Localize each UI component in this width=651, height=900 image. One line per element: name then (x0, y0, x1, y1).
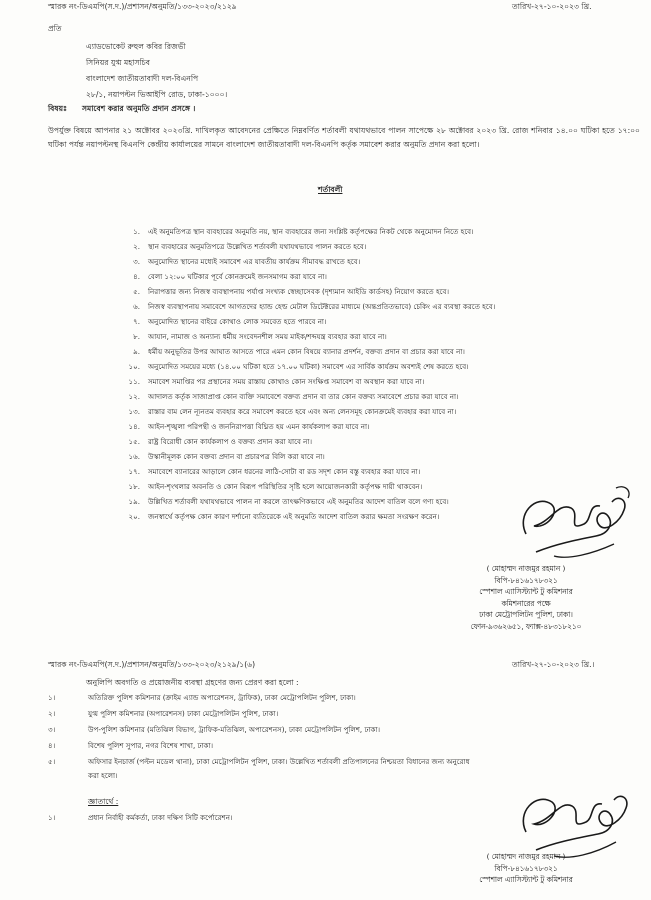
info-number: ১। (48, 813, 56, 822)
condition-text: নিজস্ব ব্যবস্থাপনায় সমাবেশে আগতদের হ্যান্ড হেল্ড মেটাল ডিটেক্টরের মাধ্যমে (অন্তপ্রতিতভাবে) চেকিং এর ব্যবস্থা করতে হবে। (148, 302, 496, 311)
handwritten-signature (496, 474, 646, 569)
condition-number: ৬. (133, 302, 140, 311)
condition-text: অনুমোদিত স্থানের বাইরে কোথাও লোক সমবেত হতে পারবে না। (148, 317, 327, 326)
distribution-item (48, 757, 638, 767)
condition-number: ১৬. (128, 452, 140, 461)
condition-text: ধর্মীয় অনুভূতির উপর আঘাত আসতে পারে এমন কোন বিষয়ে ব্যানার প্রদর্শন, বক্তব্য প্রদান বা প্রচার করা যাবে না। (148, 347, 465, 356)
condition-text: সমাবেশ সমাপ্তির পর প্রস্থানের সময় রাস্তায় কোথাও কোন সংক্ষিপ্ত সমাবেশ বা অবস্থান করা যাবে না। (148, 377, 425, 386)
condition-number: ১১. (128, 377, 140, 386)
condition-item (118, 317, 638, 327)
condition-number: ১০. (128, 362, 140, 371)
condition-item (118, 287, 638, 297)
subject-text: সমাবেশ করার অনুমতি প্রদান প্রসঙ্গে । (82, 104, 196, 113)
condition-text: অনুমোদিত সময়ের মধ্যে (১৪.০০ ঘটিকা হতে ১৭.০০ ঘটিকা) সমাবেশ এর সার্বিক কার্যক্রম অবশ্যই শেষ করতে হবে। (148, 362, 469, 371)
condition-number: ১৯. (128, 497, 140, 506)
signatory-title: স্পেশাল এ্যাসিস্ট্যান্ট টু কমিশনার (479, 587, 573, 596)
condition-number: ৩. (133, 257, 140, 266)
memo-number: স্মারক নং-ডিএমপি(স.দ.)/প্রশাসন/অনুমতি/১৩৩-২০২৩/২১২৯ (48, 2, 237, 11)
signature-block-1 (438, 563, 614, 632)
copy-memo-date: তারিখ-২৭-১০-২০২৩ খ্রি.। (512, 660, 595, 669)
distribution-number: ৫। (48, 757, 56, 766)
condition-item (118, 422, 638, 432)
distribution-text: বিশেষ পুলিশ সুপার, নগর বিশেষ শাখা, ঢাকা। (88, 741, 214, 750)
conditions-heading: শর্তাবলী (318, 185, 343, 194)
distribution-item (48, 741, 638, 751)
condition-number: ১৩. (128, 407, 140, 416)
distribution-number: ৪। (48, 741, 56, 750)
signatory-title: স্পেশাল এ্যাসিস্ট্যান্ট টু কমিশনার (479, 875, 573, 884)
recipient-line-1: এ্যাডভোকেট রুহুল কবির রিজভী (86, 42, 186, 51)
condition-text: রাষ্ট্র বিরোধী কোন কার্যকলাপ ও বক্তব্য প্রদান করা যাবে না। (148, 437, 312, 446)
distribution-text: অফিসার ইনচার্জ (পল্টন মডেল থানা), ঢাকা মেট্রোপলিটন পুলিশ, ঢাকা। উল্লেখিত শর্তাবলী প্রতিপালনের নিশ্চয়তা বিধানের জন্য অনুরোধ (88, 757, 470, 766)
info-text: প্রধান নির্বাহী কর্মকর্তা, ঢাকা দক্ষিণ সিটি কর্পোরেশন। (88, 813, 233, 822)
distribution-item (48, 693, 638, 703)
signatory-bp-number: বিপি-৮৪১৬১৭৮৩২১ (494, 863, 558, 873)
distribution-item (48, 709, 638, 719)
condition-number: ১৫. (128, 437, 140, 446)
condition-text: অনুমোদিত স্থানের মধ্যেই সমাবেশ এর যাবতীয় কার্যক্রম সীমাবদ্ধ রাখতে হবে। (148, 257, 361, 266)
distribution-text: যুগ্ম পুলিশ কমিশনার (অপারেশনস) ঢাকা মেট্রোপলিটন পুলিশ, ঢাকা। (88, 709, 279, 718)
condition-item (118, 227, 638, 237)
condition-text: আযান, নামাজ ও অন্যান্য ধর্মীয় সংবেদনশীল সময় মাইক/শব্দযন্ত্র ব্যবহার করা যাবে না। (148, 332, 387, 341)
condition-item (118, 407, 638, 417)
subject-label: বিষয়ঃ (48, 104, 68, 113)
condition-text: উল্লিখিত শর্তাবলী যথাযথভাবে পালন না করলে তাৎক্ষণিকভাবে এই অনুমতির আদেশ বাতিল বলে গণ্য হবে। (148, 497, 449, 506)
copy-intro: অনুলিপি অবগতি ও প্রয়োজনীয় ব্যবস্থা গ্রহণের জন্য প্রেরণ করা হলো : (86, 678, 299, 687)
condition-text: বেলা ১২:০০ ঘটিকার পূর্বে কোনক্রমেই জনসমাগম করা যাবে না। (148, 272, 327, 281)
condition-number: ৮. (133, 332, 140, 341)
condition-number: ২. (133, 242, 140, 251)
condition-text: স্থান ব্যবহারের অনুমতিপত্রে উল্লেখিত শর্তাবলী যথাযথভাবে পালন করতে হবে। (148, 242, 367, 251)
distribution-number: ২। (48, 709, 56, 718)
recipient-line-2: সিনিয়র যুগ্ম মহাসচিব (86, 58, 150, 67)
condition-number: ৯. (133, 347, 140, 356)
condition-item (118, 257, 638, 267)
condition-text: নিরাপত্তার জন্য নিজস্ব ব্যবস্থাপনায় পর্যাপ্ত সংখ্যক স্বেচ্ছাসেবক (দৃশ্যমান আইডি কার্ডসহ) নিয়োগ করতে হবে। (148, 287, 450, 296)
signatory-name: ( মোহাম্মদ নাজমুর রহমান ) (486, 852, 566, 861)
signatory-bp-number: বিপি-৮৪১৬১৭৮৩২১ (494, 575, 558, 585)
condition-text: আদালত কর্তৃক সাজাপ্রাপ্ত কোন ব্যক্তি সমাবেশে বক্তব্য প্রদান বা তার কোন বক্তব্য সমাবেশে প্রচার করা যাবে না। (148, 392, 459, 401)
condition-text: আইন-শৃঙ্খলা পরিপন্থী ও জননিরাপত্তা বিঘ্নিত হয় এমন কার্যকলাপ করা যাবে না। (148, 422, 370, 431)
condition-number: ১২. (128, 392, 140, 401)
condition-item (118, 362, 638, 372)
condition-item (118, 377, 638, 387)
condition-text: আইন-শৃংখলার অবনতি ও কোন বিরূপ পরিস্থিতির সৃষ্টি হলে আয়োজনকারী কর্তৃপক্ষ দায়ী থাকবেন। (148, 482, 423, 491)
condition-number: ৪. (133, 272, 140, 281)
recipient-line-3: বাংলাদেশ জাতীয়তাবাদী দল-বিএনপি (86, 74, 199, 83)
signatory-contact: ফোন-৯৩৬২৬৫১, ফ্যাক্স-৪৮৩১৮২১০ (470, 621, 582, 631)
distribution-text: করা হলো। (88, 771, 118, 780)
condition-item (118, 437, 638, 447)
condition-item (118, 392, 638, 402)
condition-item (118, 347, 638, 357)
condition-text: উস্কানীমূলক কোন বক্তব্য প্রদান বা প্রচারপত্র বিলি করা যাবে না। (148, 452, 325, 461)
distribution-text: অতিরিক্ত পুলিশ কমিশনার (ক্রাইম এ্যান্ড অপারেশনস, ট্রাফিক), ঢাকা মেট্রোপলিটন পুলিশ, ঢাকা। (88, 693, 356, 702)
condition-text: জনস্বার্থে কর্তৃপক্ষ কোন কারণ দর্শানো ব্যতিরেকে এই অনুমতি আদেশ বাতিল করার ক্ষমতা সংরক্ষণ করেন। (148, 512, 440, 521)
recipient-to-label: প্রতি (48, 24, 62, 33)
signatory-organization: ঢাকা মেট্রোপলিটন পুলিশ, ঢাকা। (479, 610, 573, 619)
condition-number: ১৪. (128, 422, 140, 431)
condition-item (118, 452, 638, 462)
condition-number: ১৮. (128, 482, 140, 491)
distribution-item (48, 725, 638, 735)
signatory-on-behalf: কমিশনারের পক্ষে (501, 598, 551, 608)
condition-number: ১. (133, 227, 140, 236)
memo-date: তারিখ-২৭-১০-২০২৩ খ্রি. (512, 2, 592, 11)
condition-item (118, 332, 638, 342)
distribution-number: ১। (48, 693, 56, 702)
body-paragraph: উপর্যুক্ত বিষয়ে আপনার ২১ অক্টোবর ২০২৩খ্রি. দাখিলকৃত আবেদনের প্রেক্ষিতে নিম্নবর্ণিত শর্তাবলী যথাযথভাবে পালন সাপেক্ষে ২৮ অক্টোবর ২০২৩ খ্রি. রোজ শনিবার ১৪.০০ ঘটিকা হতে ১৭:০০ ঘটিকা পর্যন্ত নয়াপল্টনস্থ বিএনপি কেন্দ্রীয় কার্যালয়ের সামনে বাংলাদেশ জাতীয়তাবাদী দল-বিএনপি কর্তৃক সমাবেশ করার অনুমতি প্রদান করা হলো। (48, 126, 640, 149)
condition-number: ১৭. (128, 467, 140, 476)
condition-text: রাস্তার বাম লেন ন্যূনতম ব্যবহার করে সমাবেশ করতে হবে এবং অন্য লেনসমূহ কোনক্রমেই ব্যবহার করা যাবে না। (148, 407, 457, 416)
condition-number: ৭. (133, 317, 140, 326)
condition-item (118, 302, 638, 312)
signature-block-2 (438, 851, 614, 886)
condition-text: এই অনুমতিপত্র স্থান ব্যবহারের অনুমতি নয়, স্থান ব্যবহারের জন্য সংশ্লিষ্ট কর্তৃপক্ষের নিকট থেকে অনুমোদন নিতে হবে। (148, 227, 474, 236)
info-label: জ্ঞাতার্থে : (88, 797, 119, 806)
distribution-number: ৩। (48, 725, 56, 734)
condition-number: ২০. (128, 512, 140, 521)
condition-text: সমাবেশে ব্যানারের আড়ালে কোন ধরনের লাঠি-সোটা বা রড সদৃশ কোন বস্তু ব্যবহার করা যাবে না। (148, 467, 421, 476)
signatory-name: ( মোহাম্মদ নাজমুর রহমান ) (486, 564, 566, 573)
condition-item (118, 242, 638, 252)
copy-memo-number: স্মারক নং-ডিএমপি(স.দ.)/প্রশাসন/অনুমতি/১৩৩-২০২৩/২১২৯/১(৬) (48, 660, 256, 669)
distribution-text: উপ-পুলিশ কমিশনার (মতিঝিল বিভাগ, ট্রাফিক-মতিঝিল, অপারেশনস), ঢাকা মেট্রোপলিটন পুলিশ, ঢাকা। (88, 725, 381, 734)
condition-number: ৫. (133, 287, 140, 296)
condition-item (118, 272, 638, 282)
recipient-line-4: ২৮/১, নয়াপল্টন ভিআইপি রোড, ঢাকা-১০০০। (86, 90, 228, 99)
